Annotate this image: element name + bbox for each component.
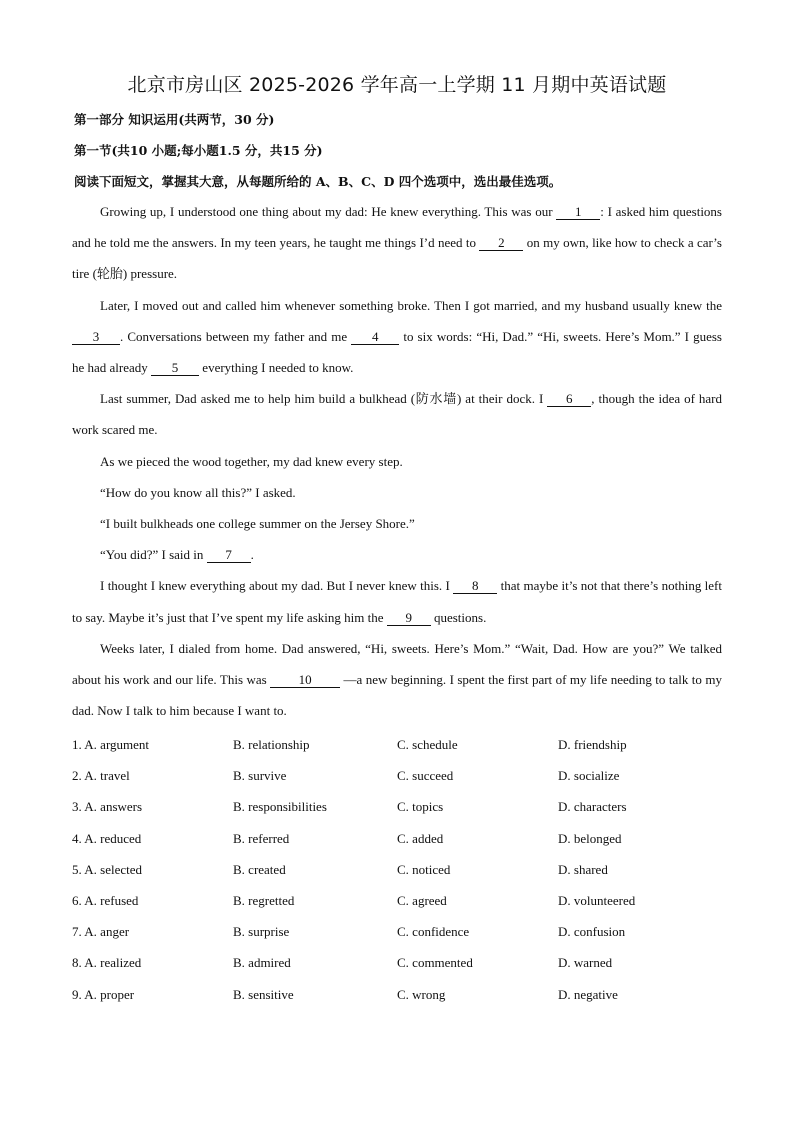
passage-paragraph-7 xyxy=(72,539,722,570)
passage-text: I thought I knew everything about my dad. But I never knew this. I xyxy=(100,578,454,594)
passage-text: . Conversations between my father and me xyxy=(120,328,352,344)
blank-10: 10 xyxy=(270,672,340,688)
passage-text: , though the idea of hard work scared me. xyxy=(72,391,722,438)
option-row-4 xyxy=(72,823,722,854)
passage-text: Growing up, I understood one thing about my dad: He knew everything. This was our xyxy=(100,204,557,219)
option-row-3 xyxy=(72,791,722,822)
option-row-2 xyxy=(72,760,722,791)
passage-text: Weeks later, I dialed from home. Dad answered, “Hi, sweets. Here’s Mom.” “Wait, Dad. How are you?” We talked about his work and our life. This was xyxy=(72,640,722,688)
instruction-text: 阅读下面短文，掌握其大意，从每题所给的 A、B、C、D 四个选项中，选出最佳选项。 xyxy=(74,174,562,189)
passage-text: Later, I moved out and called him whenever something broke. Then I got married, and my husband usually knew the xyxy=(100,297,722,313)
option-b: B. survive xyxy=(233,768,287,784)
option-row-1 xyxy=(72,729,722,760)
passage-text: on my own, like how to check a car’s tire (轮胎) pressure. xyxy=(72,235,722,282)
option-row-9 xyxy=(72,979,722,1010)
option-a: 9. A. proper xyxy=(72,986,135,1002)
option-c: C. succeed xyxy=(397,768,454,784)
option-d: D. belonged xyxy=(558,830,622,846)
option-a: 2. A. travel xyxy=(72,768,130,784)
option-d: D. warned xyxy=(558,955,613,971)
option-b: B. sensitive xyxy=(233,986,294,1002)
passage-paragraph-2 xyxy=(72,290,722,384)
answer-options xyxy=(72,729,722,1010)
passage-text: questions. xyxy=(430,609,487,625)
option-c: C. topics xyxy=(397,799,444,815)
option-a: 3. A. answers xyxy=(72,799,143,815)
option-c: C. agreed xyxy=(397,892,447,908)
blank-7: 7 xyxy=(207,547,251,563)
blank-9: 9 xyxy=(387,610,431,626)
passage-paragraph-1 xyxy=(72,196,722,290)
page-title: 北京市房山区 2025-2026 学年高一上学期 11 月期中英语试题 xyxy=(127,74,667,96)
passage-text: everything I needed to know. xyxy=(199,360,354,376)
passage-paragraph-9 xyxy=(72,633,722,727)
option-row-7 xyxy=(72,916,722,947)
blank-5: 5 xyxy=(151,360,199,376)
option-c: C. added xyxy=(397,830,444,846)
option-a: 7. A. anger xyxy=(72,924,130,940)
blank-2: 2 xyxy=(479,235,523,251)
option-a: 5. A. selected xyxy=(72,861,143,877)
option-c: C. noticed xyxy=(397,861,451,877)
option-row-6 xyxy=(72,885,722,916)
option-a: 8. A. realized xyxy=(72,955,142,971)
section-heading: 第一节(共10 小题;每小题1.5 分，共15 分) xyxy=(74,143,323,158)
option-a: 1. A. argument xyxy=(72,737,150,752)
option-d: D. volunteered xyxy=(558,892,636,908)
option-b: B. relationship xyxy=(233,737,310,752)
passage-text: “You did?” I said in xyxy=(100,547,207,563)
option-a: 6. A. refused xyxy=(72,892,139,908)
blank-6: 6 xyxy=(547,391,591,407)
option-d: D. socialize xyxy=(558,768,620,784)
option-b: B. surprise xyxy=(233,924,290,940)
passage-paragraph-8 xyxy=(72,570,722,632)
option-row-8 xyxy=(72,947,722,978)
passage-text: . xyxy=(250,547,254,563)
blank-8: 8 xyxy=(453,578,497,594)
option-b: B. admired xyxy=(233,955,291,971)
option-c: C. wrong xyxy=(397,986,446,1002)
option-a: 4. A. reduced xyxy=(72,830,142,846)
blank-4: 4 xyxy=(351,329,399,345)
passage-text: : I asked him questions and he told me the answers. In my teen years, he taught me things I’d need to xyxy=(72,204,722,251)
option-row-5 xyxy=(72,854,722,885)
option-b: B. referred xyxy=(233,830,290,846)
option-d: D. characters xyxy=(558,799,627,815)
passage-text: —a new beginning. I spent the first part of my life needing to talk to my dad. Now I talk to him because I want to. xyxy=(72,672,722,719)
passage-paragraph-3 xyxy=(72,383,722,445)
passage-text: to six words: “Hi, Dad.” “Hi, sweets. Here’s Mom.” I guess he had already xyxy=(72,328,722,376)
passage-paragraph-4: As we pieced the wood together, my dad knew every step. xyxy=(100,453,403,469)
option-b: B. regretted xyxy=(233,892,295,908)
option-c: C. confidence xyxy=(397,924,470,940)
passage-text: that maybe it’s not that there’s nothing left to say. Maybe it’s just that I’ve spent my life asking him the xyxy=(72,578,723,625)
blank-1: 1 xyxy=(556,204,600,220)
option-b: B. responsibilities xyxy=(233,799,327,815)
blank-3: 3 xyxy=(72,329,120,345)
option-c: C. schedule xyxy=(397,737,458,752)
passage-paragraph-5: “How do you know all this?” I asked. xyxy=(100,484,296,500)
passage-text: Last summer, Dad asked me to help him build a bulkhead (防水墙) at their dock. I xyxy=(100,391,548,407)
option-c: C. commented xyxy=(397,955,473,971)
option-b: B. created xyxy=(233,861,286,877)
option-d: D. confusion xyxy=(558,924,626,940)
cloze-passage xyxy=(72,196,722,726)
option-d: D. friendship xyxy=(558,737,627,752)
option-d: D. shared xyxy=(558,861,608,877)
part-heading: 第一部分 知识运用(共两节，30 分) xyxy=(74,112,275,127)
option-d: D. negative xyxy=(558,986,618,1002)
passage-paragraph-6: “I built bulkheads one college summer on the Jersey Shore.” xyxy=(100,516,415,532)
